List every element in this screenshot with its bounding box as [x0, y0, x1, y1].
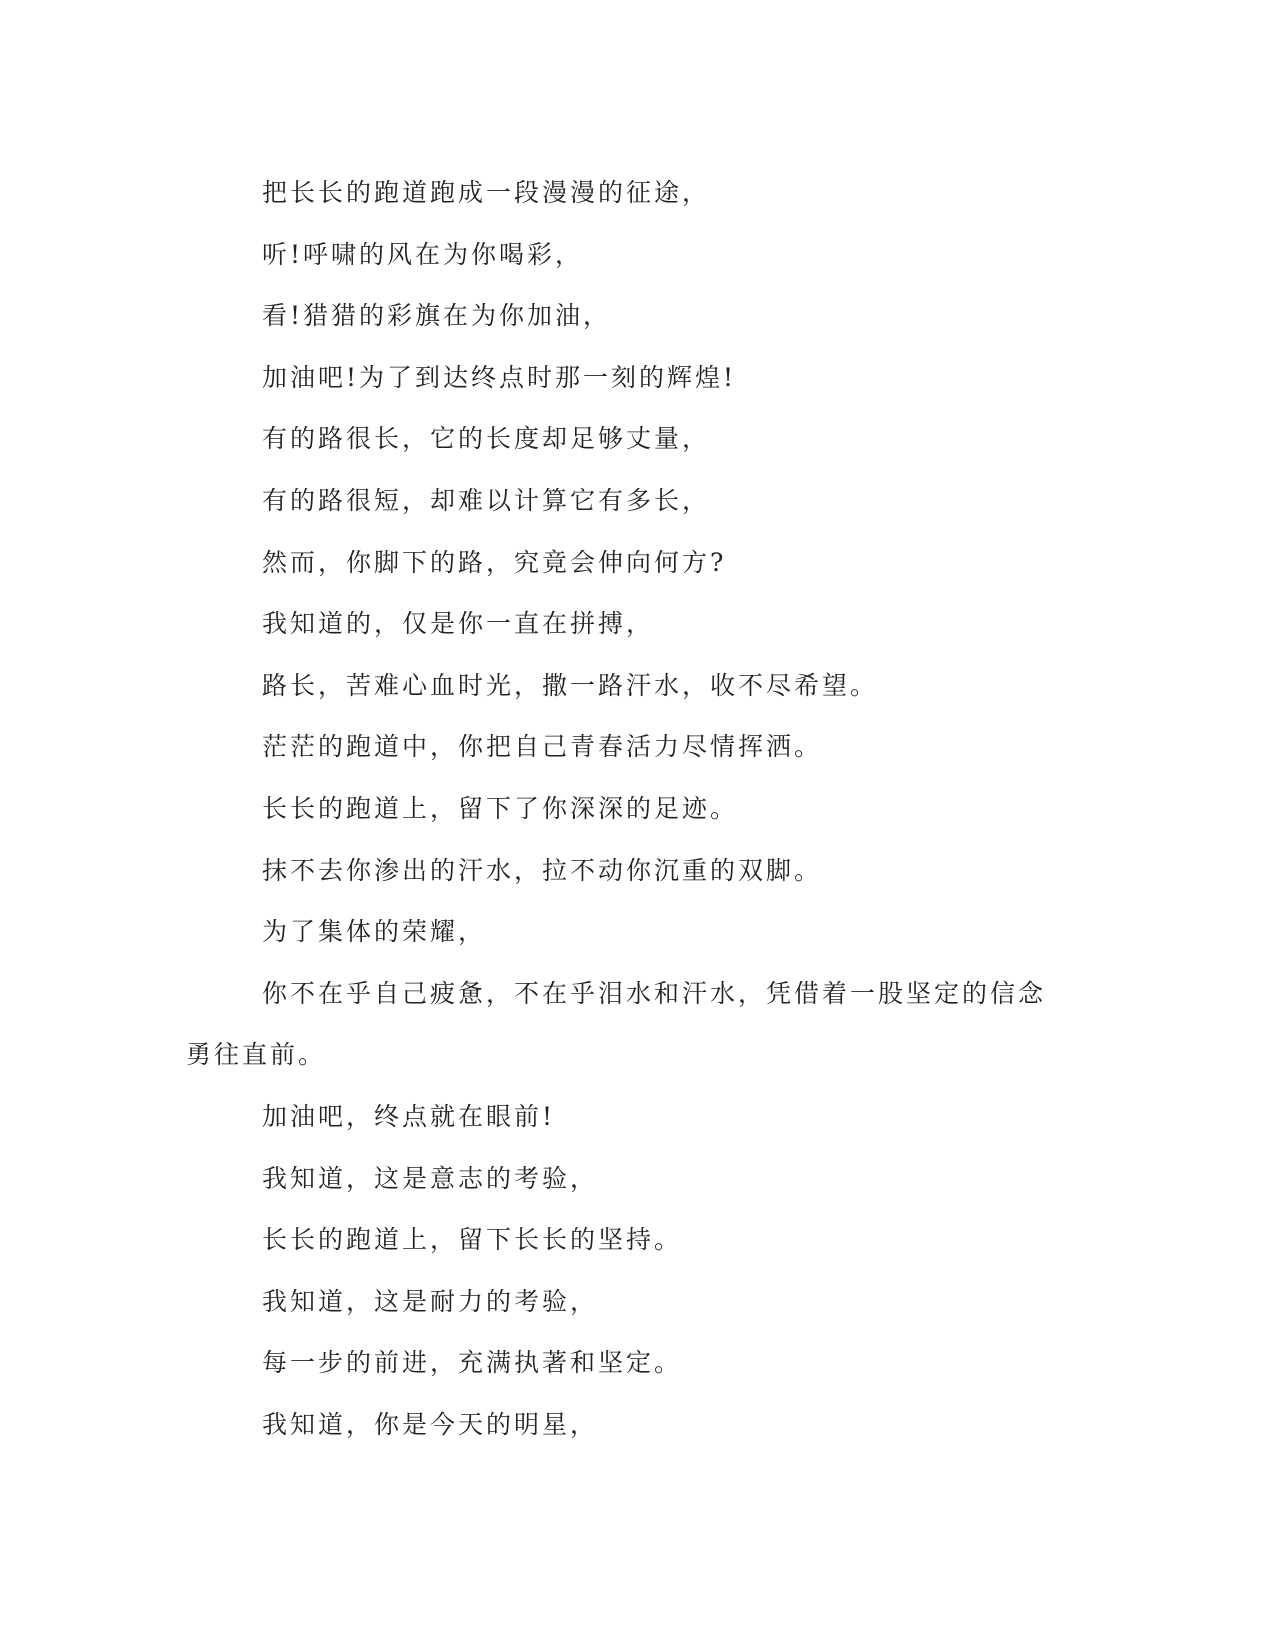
poem-line: 每一步的前进，充满执著和坚定。 [262, 1348, 683, 1378]
poem-line: 有的路很长，它的长度却足够丈量， [262, 424, 711, 454]
poem-line: 看!猎猎的彩旗在为你加油， [262, 301, 612, 331]
poem-line: 加油吧，终点就在眼前! [262, 1101, 556, 1131]
poem-line: 路长，苦难心血时光，撒一路汗水，收不尽希望。 [262, 670, 879, 700]
poem-line: 然而，你脚下的路，究竟会伸向何方? [262, 547, 727, 577]
poem-line: 长长的跑道上，留下了你深深的足迹。 [262, 793, 739, 823]
poem-line: 长长的跑道上，留下长长的坚持。 [262, 1225, 683, 1255]
poem-line: 你不在乎自己疲惫，不在乎泪水和汗水，凭借着一股坚定的信念 [262, 978, 1047, 1008]
poem-line: 抹不去你渗出的汗水，拉不动你沉重的双脚。 [262, 855, 823, 885]
poem-line: 听!呼啸的风在为你喝彩， [262, 239, 584, 269]
poem-line: 为了集体的荣耀， [262, 917, 487, 947]
poem-line: 我知道，这是耐力的考验， [262, 1286, 599, 1316]
poem-line: 茫茫的跑道中，你把自己青春活力尽情挥洒。 [262, 732, 823, 762]
poem-line: 我知道，这是意志的考验， [262, 1163, 599, 1193]
poem-line-continuation: 勇往直前。 [186, 1040, 327, 1070]
poem-line: 加油吧!为了到达终点时那一刻的辉煌! [262, 362, 737, 392]
poem-line: 我知道的，仅是你一直在拼搏， [262, 609, 655, 639]
poem-line: 我知道，你是今天的明星， [262, 1409, 599, 1439]
poem-line: 有的路很短，却难以计算它有多长， [262, 485, 711, 515]
poem-line: 把长长的跑道跑成一段漫漫的征途， [262, 178, 711, 207]
poem-body [186, 162, 1066, 1455]
